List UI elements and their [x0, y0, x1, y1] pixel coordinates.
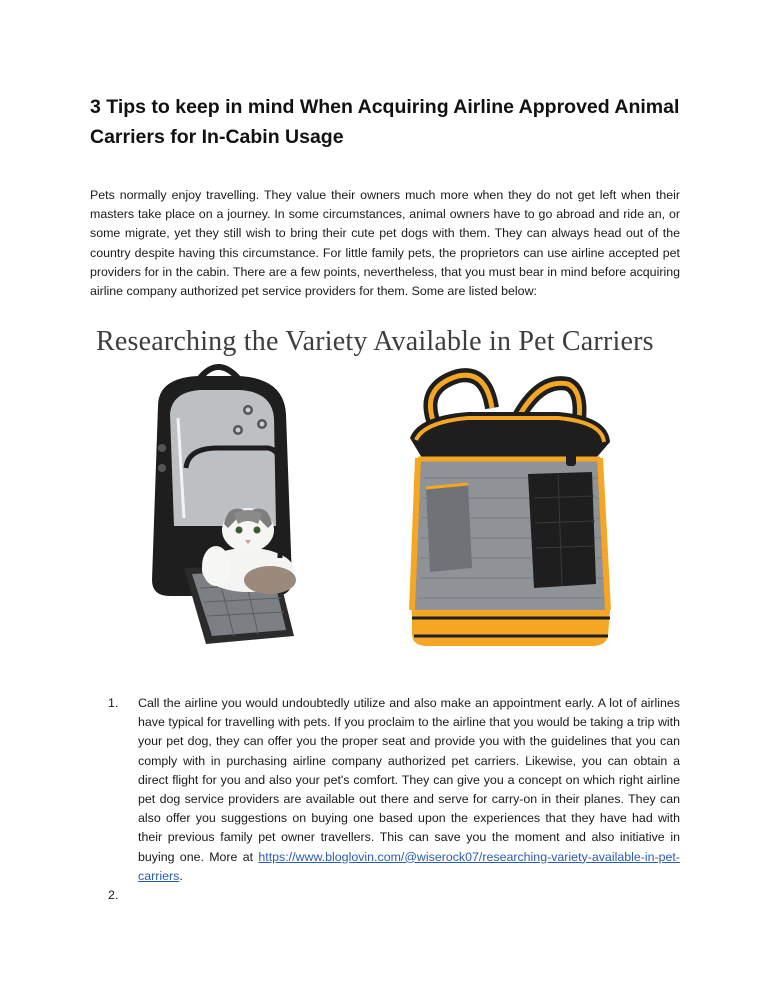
pet-carriers-illustration	[88, 318, 688, 678]
bloglovin-link[interactable]: https://www.bloglovin.com/@wiserock07/researching-variety-available-in-pet-carriers	[138, 849, 680, 883]
list-number: 2.	[108, 888, 119, 903]
intro-paragraph: Pets normally enjoy travelling. They value their owners much more when they do not get left when their masters take place on a journey. In some circumstances, animal owners have to go abroad and ride an, or some migrate, yet they still wish to bring their cute pet dogs with them. They can always head out of the country despite having this circumstance. For little family pets, the proprietors can use airline accepted pet providers for in the cabin. There are a few points, nevertheless, that you must bear in mind before acquiring airline company authorized pet service providers for them. Some are listed below:	[90, 188, 680, 299]
clear-backpack-illustration	[152, 367, 296, 644]
page-title: 3 Tips to keep in mind When Acquiring Airline Approved Animal Carriers for In-Cabin Usage	[90, 96, 680, 148]
tip-text: Call the airline you would undoubtedly utilize and also make an appointment early. A lot of airlines have typical for travelling with pets. If you proclaim to the airline that you would be taking a trip with your pet dog, they can offer you the proper seat and provide you with the guidelines that you can comply with in purchasing airline company authorized pet carriers. Likewise, you can obtain a direct flight for you and also your pet's comfort. They can give you a concept on which right airline pet dog service providers are available out there and serve for carry-on in their planes. They can also offer you suggestions on buying one based upon the experiences that they have had with their previous family pet owner travellers. This can save you the moment and also initiative in buying one. More at	[138, 696, 680, 864]
list-item	[90, 694, 680, 886]
figure-title: Researching the Variety Available in Pet Carriers	[96, 326, 654, 357]
tip-text-end: .	[179, 868, 183, 883]
tips-list	[90, 694, 680, 905]
list-number: 1.	[108, 696, 119, 710]
pet-carriers-image	[88, 318, 688, 678]
orange-backpack-illustration	[410, 375, 610, 646]
list-item	[90, 886, 680, 905]
